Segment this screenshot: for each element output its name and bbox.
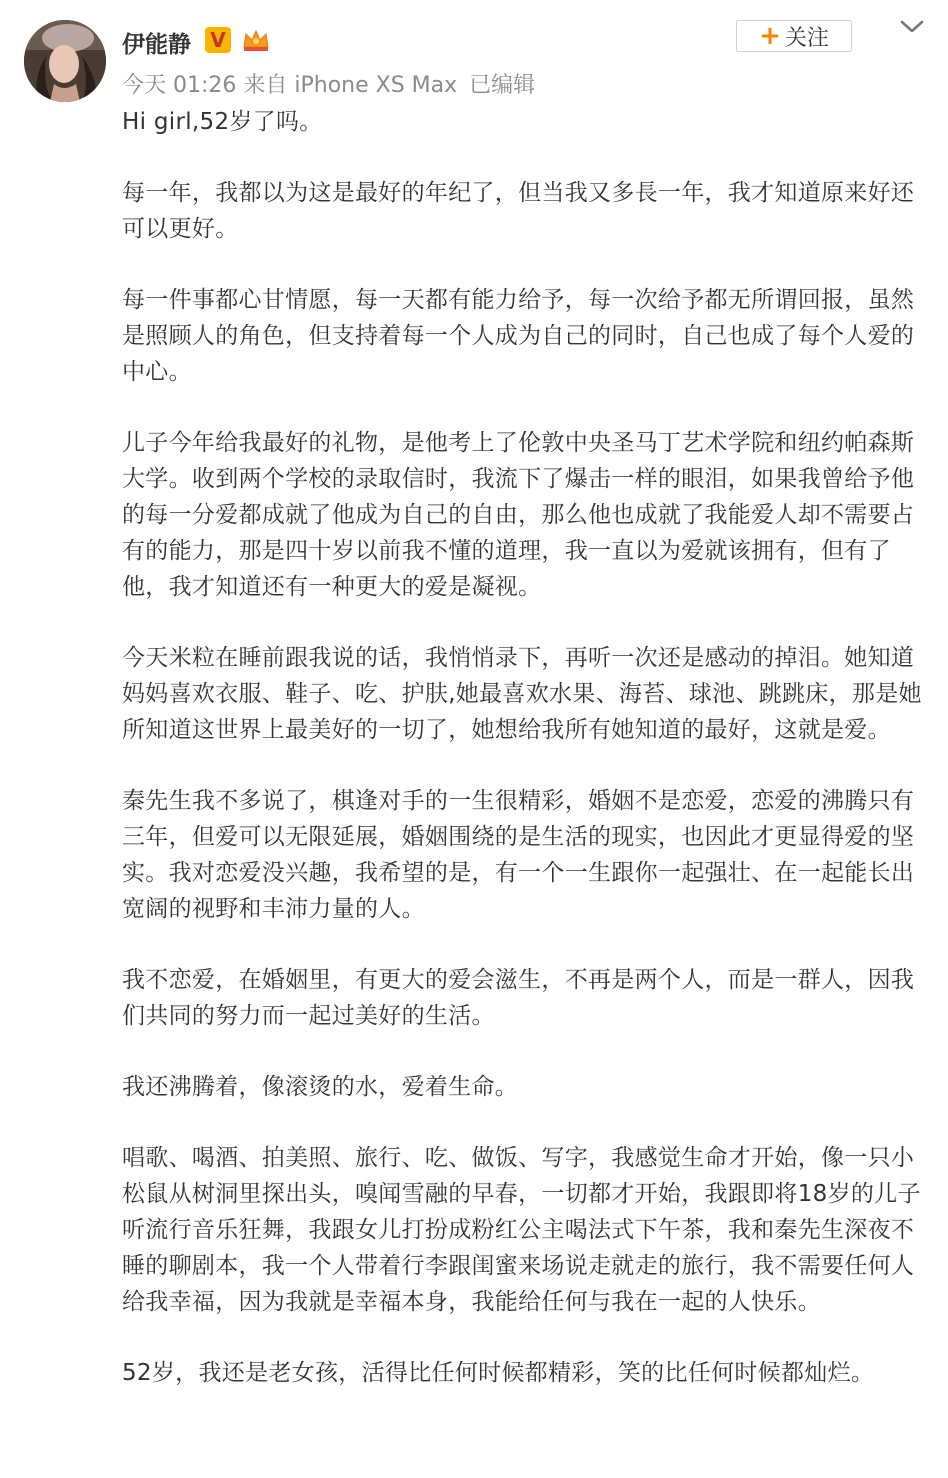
author-name[interactable]: 伊能静: [122, 32, 191, 58]
post-body: [122, 104, 922, 1426]
post-paragraph: 儿子今年给我最好的礼物，是他考上了伦敦中央圣马丁艺术学院和纽约帕森斯大学。收到两个学校的录取信时，我流下了爆击一样的眼泪，如果我曾给予他的每一分爱都成就了他成为自己的自由，那么他也成就了我能爱人却不需要占有的能力，那是四十岁以前我不懂的道理，我一直以为爱就该拥有，但有了他，我才知道还有一种更大的爱是凝视。: [122, 430, 915, 600]
plus-icon: +: [759, 21, 781, 51]
avatar-photo: [24, 20, 106, 102]
follow-button[interactable]: [736, 20, 852, 52]
post-paragraph: 每一件事都心甘情愿，每一天都有能力给予，每一次给予都无所谓回报，虽然是照顾人的角色，但支持着每一个人成为自己的同时，自己也成了每个人爱的中心。: [122, 287, 915, 385]
post-paragraph: 每一年，我都以为这是最好的年纪了，但当我又多長一年，我才知道原来好还可以更好。: [122, 180, 915, 242]
post-paragraph: 今天米粒在睡前跟我说的话，我悄悄录下，再听一次还是感动的掉泪。她知道妈妈喜欢衣服、鞋子、吃、护肤,她最喜欢水果、海苔、球池、跳跳床，那是她所知道这世界上最美好的一切了，她想给我所有她知道的最好，这就是爱。: [122, 645, 922, 743]
post-time-source: 今天 01:26 来自 iPhone XS Max: [122, 73, 458, 98]
post-paragraph: Hi girl,52岁了吗。: [122, 109, 323, 135]
chevron-down-icon[interactable]: [898, 16, 926, 38]
verified-v-icon: V: [205, 27, 231, 53]
post-meta: [122, 68, 535, 99]
post-paragraph: 秦先生我不多说了，棋逢对手的一生很精彩，婚姻不是恋爱，恋爱的沸腾只有三年，但爱可以无限延展，婚姻围绕的是生活的现实，也因此才更显得爱的坚实。我对恋爱没兴趣，我希望的是，有一个一生跟你一起强壮、在一起能长出宽阔的视野和丰沛力量的人。: [122, 788, 915, 922]
post-paragraph: 唱歌、喝酒、拍美照、旅行、吃、做饭、写字，我感觉生命才开始，像一只小松鼠从树洞里探出头，嗅闻雪融的早春，一切都才开始，我跟即将18岁的儿子听流行音乐狂舞，我跟女儿打扮成粉红公主喝法式下午茶，我和秦先生深夜不睡的聊剧本，我一个人带着行李跟闺蜜来场说走就走的旅行，我不需要任何人给我幸福，因为我就是幸福本身，我能给任何与我在一起的人快乐。: [122, 1145, 921, 1315]
follow-label: 关注: [784, 25, 829, 51]
post-paragraph: 52岁，我还是老女孩，活得比任何时候都精彩，笑的比任何时候都灿烂。: [122, 1360, 875, 1386]
edited-label[interactable]: 已编辑: [469, 73, 536, 98]
post-paragraph: 我还沸腾着，像滚烫的水，爱着生命。: [122, 1074, 519, 1100]
post-paragraph: 我不恋爱，在婚姻里，有更大的爱会滋生，不再是两个人，而是一群人，因我们共同的努力而一起过美好的生活。: [122, 967, 915, 1029]
avatar[interactable]: [24, 20, 106, 102]
vip-crown-icon: [241, 27, 271, 53]
